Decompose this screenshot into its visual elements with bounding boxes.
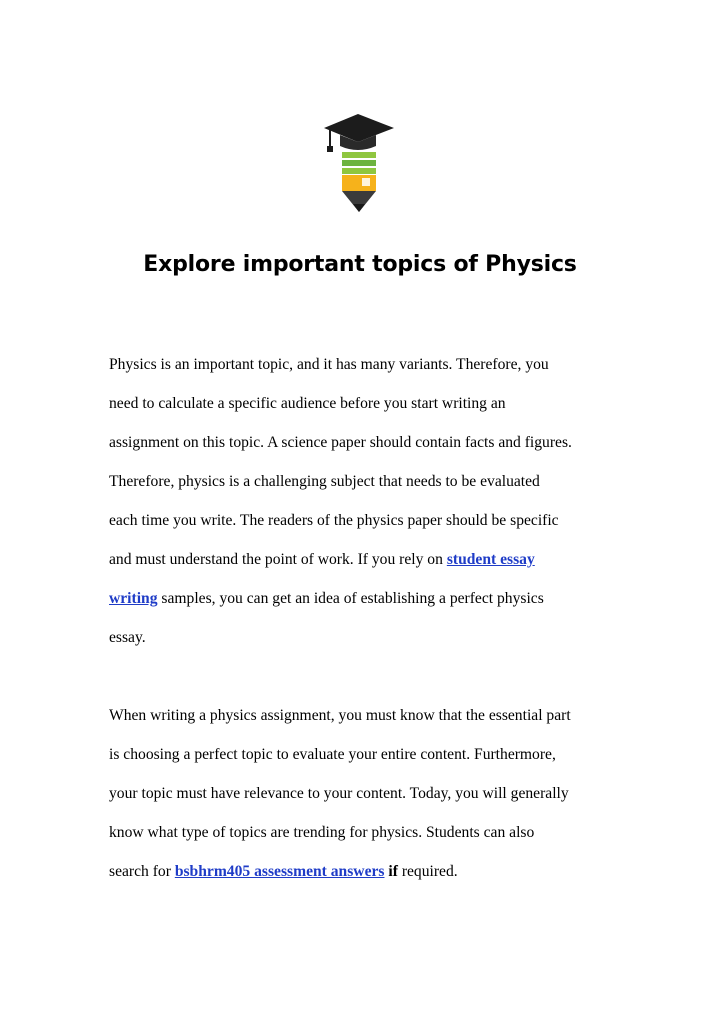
student-essay-writing-link[interactable]: student essay [446,551,535,568]
bsbhrm405-assessment-answers-link[interactable]: bsbhrm405 assessment answers [174,863,385,880]
text-line: Therefore, physics is a challenging subject that needs to be evaluated [109,473,540,490]
text-line: know what type of topics are trending for physics. Students can also [109,824,535,841]
text-line: essay. [109,629,146,646]
text-segment: required. [397,863,458,880]
student-essay-writing-link-continued[interactable]: writing [109,590,158,607]
text-segment: and must understand the point of work. If you rely on [109,551,447,568]
text-line: assignment on this topic. A science paper should contain facts and figures. [109,434,572,451]
bold-word: if [388,863,398,880]
text-line [109,551,535,569]
text-segment: search for [109,863,175,880]
text-line [109,863,458,881]
text-segment: samples, you can get an idea of establishing a perfect physics [157,590,544,607]
text-line: each time you write. The readers of the physics paper should be specific [109,512,559,529]
page-title: Explore important topics of Physics [143,252,577,277]
text-line: need to calculate a specific audience before you start writing an [109,395,506,412]
text-line: Physics is an important topic, and it has many variants. Therefore, you [109,356,549,373]
text-line [109,590,544,608]
text-line: your topic must have relevance to your content. Today, you will generally [109,785,569,802]
graduation-cap-pencil-icon [318,108,400,218]
text-line: When writing a physics assignment, you must know that the essential part [109,707,571,724]
text-line: is choosing a perfect topic to evaluate your entire content. Furthermore, [109,746,556,763]
